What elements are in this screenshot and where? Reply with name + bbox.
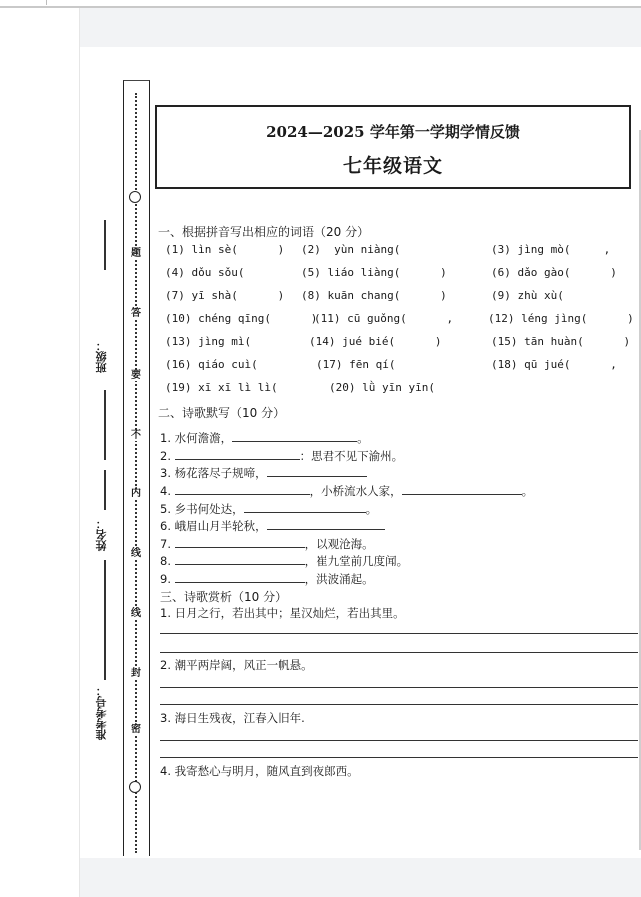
answer-line[interactable] [160,687,638,688]
pinyin-item: (11) cū guǒng( , [314,312,454,325]
pinyin-item: (16) qiáo cuì( [165,358,258,371]
pinyin-item: (1) lìn sè( ) [165,243,285,256]
pinyin-item: (12) léng jìng( ) [488,312,634,325]
class-field-line[interactable] [104,220,106,270]
pinyin-item: (9) zhù xù( [491,289,564,302]
seal-char: 题 [128,249,144,259]
answer-blank[interactable] [175,449,300,460]
pinyin-item: (6) dǎo gào( ) [491,266,617,279]
answer-line[interactable] [160,633,638,634]
binding-hole-icon [129,191,141,203]
poem-item-9: 9. ，洪波涌起。 [160,572,374,586]
section2-heading: 二、诗歌默写（10 分） [158,406,286,420]
pinyin-item: (18) qū jué( , [491,358,617,371]
name-field-label: 姓名： [95,518,108,551]
poem-item-1: 1. 水何澹澹， 。 [160,431,369,445]
top-toolbar [0,0,641,8]
pinyin-item: (20) lǜ yīn yīn( [329,381,435,394]
section3-heading: 三、诗歌赏析（10 分） [160,590,288,604]
answer-line[interactable] [160,740,638,741]
seal-char: 答 [128,309,144,319]
answer-blank[interactable] [232,431,357,442]
seal-char: 线 [128,609,144,619]
pinyin-item: (8) kuān chang( ) [301,289,447,302]
seal-char: 不 [128,431,144,441]
toolbar-divider [46,0,47,5]
class-field-label: 班级： [95,340,108,373]
name-field-line[interactable] [104,470,106,510]
answer-blank[interactable] [267,466,367,477]
appreciation-item-4: 4. 我寄愁心与明月，随风直到夜郎西。 [160,764,359,778]
pinyin-item: (10) chéng qīng( ) [165,312,318,325]
seal-char: 内 [128,489,144,499]
answer-blank[interactable] [175,484,310,495]
appreciation-item-3: 3. 海日生残夜，江春入旧年. [160,711,305,725]
exam-id-field-line[interactable] [104,660,106,680]
pinyin-item: (4) dǒu sǒu( [165,266,245,279]
answer-blank[interactable] [175,572,305,583]
seal-char: 线 [128,549,144,559]
answer-blank[interactable] [175,554,305,565]
seal-dotted-line [135,93,137,853]
binding-strip [123,80,150,856]
answer-blank[interactable] [402,484,522,495]
answer-blank[interactable] [175,537,305,548]
poem-item-6: 6. 峨眉山月半轮秋， [160,518,385,534]
seal-char: 要 [128,371,144,381]
seal-char: 密 [128,725,144,735]
pinyin-item: (13) jìng mì( [165,335,252,348]
pinyin-item: (19) xī xī lì lì( [165,381,278,394]
poem-item-3: 3. 杨花落尽子规啼， [160,465,367,481]
answer-line[interactable] [160,652,638,653]
poem-item-8: 8. ，崔九堂前几度闻。 [160,554,409,568]
pinyin-item: (5) liáo liàng( ) [301,266,447,279]
poem-item-4: 4. ，小桥流水人家， 。 [160,484,534,498]
pinyin-item: (3) jìng mò( , [491,243,611,256]
class-field-line-2[interactable] [104,390,106,460]
binding-hole-icon [129,781,141,793]
poem-item-5: 5. 乡书何处达， 。 [160,502,378,516]
name-field-line-2[interactable] [104,560,106,660]
exam-title: 2024—2025 学年第一学期学情反馈 [266,123,520,141]
exam-id-field-label: 准考考号： [95,685,108,740]
pinyin-item: (17) fēn qí( [316,358,396,371]
pinyin-item: (14) jué bié( ) [309,335,442,348]
pinyin-item: (2) yùn niàng( [301,243,401,256]
exam-subject: 七年级语文 [342,155,443,177]
seal-char: 封 [128,669,144,679]
appreciation-item-1: 1. 日月之行，若出其中；星汉灿烂，若出其里。 [160,606,405,620]
pinyin-item: (7) yī shà( ) [165,289,285,302]
section1-heading: 一、根据拼音写出相应的词语（20 分） [158,225,370,239]
answer-blank[interactable] [267,519,385,530]
answer-line[interactable] [160,757,638,758]
answer-line[interactable] [160,704,638,705]
pinyin-item: (15) tān huàn( ) [491,335,631,348]
answer-blank[interactable] [244,502,366,513]
title-box [155,105,631,189]
appreciation-item-2: 2. 潮平两岸阔，风正一帆悬。 [160,658,313,672]
poem-item-2: 2. ：思君不见下渝州。 [160,449,404,463]
poem-item-7: 7. ，以观沧海。 [160,537,374,551]
